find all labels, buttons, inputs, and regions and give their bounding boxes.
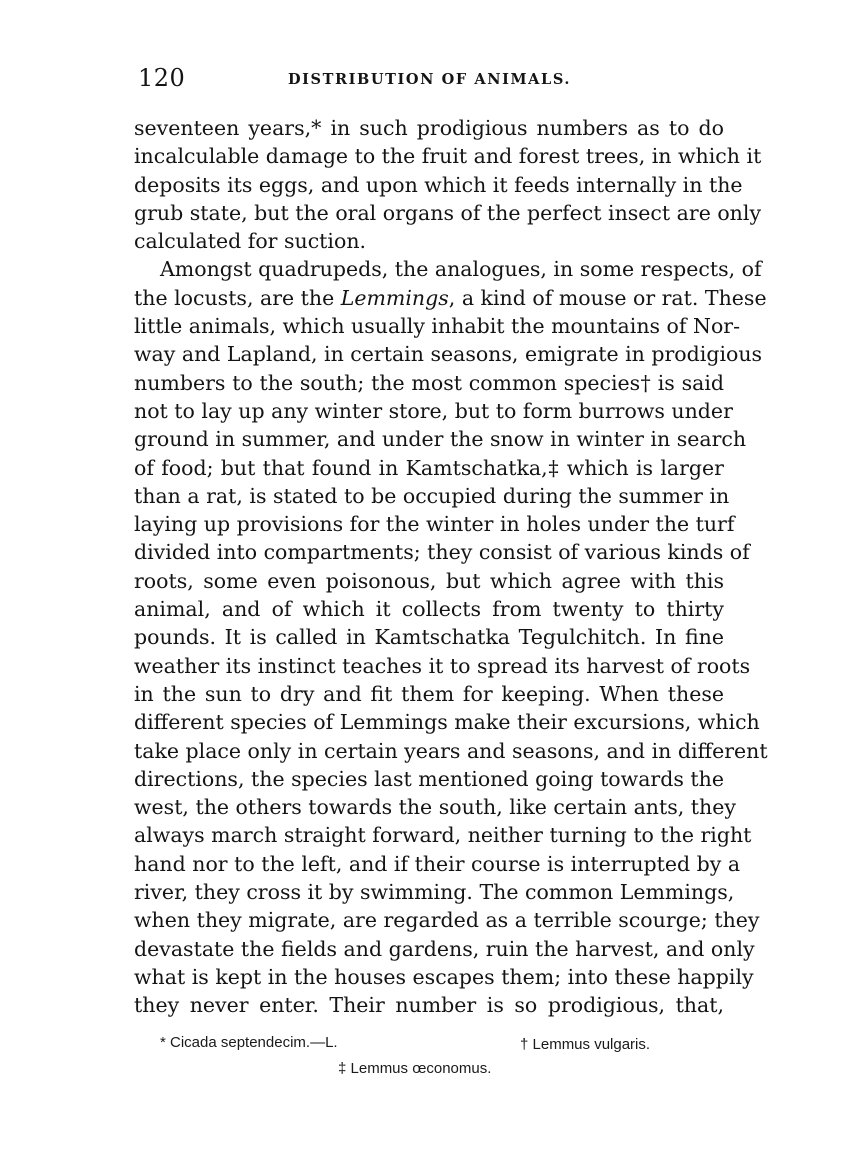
text-line: incalculable damage to the fruit and forest trees, in which it — [134, 144, 762, 169]
text-line: not to lay up any winter store, but to form burrows under — [134, 398, 733, 423]
italic-term-lemmings: Lemmings — [340, 285, 449, 310]
footnote-lemmus-vulgaris: † Lemmus vulgaris. — [520, 1036, 651, 1053]
text-line: always march straight forward, neither turning to the right — [134, 823, 752, 848]
body-text — [134, 114, 768, 1020]
text-line: river, they cross it by swimming. The common Lemmings, — [134, 880, 735, 905]
text-line: directions, the species last mentioned going towards the — [134, 766, 724, 791]
text-line-with-italic — [134, 284, 767, 312]
text-line: roots, some even poisonous, but which agree with this — [134, 568, 724, 593]
text-line: in the sun to dry and fit them for keeping. When these — [134, 681, 724, 706]
text-line: of food; but that found in Kamtschatka,‡ which is larger — [134, 455, 724, 480]
text-line: little animals, which usually inhabit the mountains of Nor- — [134, 314, 741, 339]
text-line: calculated for suction. — [134, 229, 367, 254]
footnote-cicada: * Cicada septendecim.—L. — [160, 1034, 338, 1051]
text-line: different species of Lemmings make their excursions, which — [134, 710, 760, 735]
text-line: what is kept in the houses escapes them; into these happily — [134, 964, 754, 989]
text-line: take place only in certain years and seasons, and in different — [134, 738, 768, 763]
text-line: animal, and of which it collects from twenty to thirty — [134, 597, 724, 622]
page-number: 120 — [138, 64, 186, 92]
footnote-lemmus-oeconomus: ‡ Lemmus œconomus. — [338, 1060, 492, 1077]
text-line: ground in summer, and under the snow in winter in search — [134, 427, 747, 452]
text-line: hand nor to the left, and if their course is interrupted by a — [134, 851, 741, 876]
text-line: seventeen years,* in such prodigious numbers as to do — [134, 116, 724, 140]
text-line: west, the others towards the south, like certain ants, they — [134, 795, 736, 820]
text-line: way and Lapland, in certain seasons, emigrate in prodigious — [134, 342, 763, 367]
text-segment: , a kind of mouse or rat. These — [448, 285, 767, 310]
text-line: numbers to the south; the most common species† is said — [134, 370, 724, 395]
running-title: DISTRIBUTION OF ANIMALS. — [288, 71, 572, 88]
text-line: grub state, but the oral organs of the perfect insect are only — [134, 200, 762, 225]
text-line: Amongst quadrupeds, the analogues, in some respects, of — [160, 257, 762, 282]
text-line: deposits its eggs, and upon which it feeds internally in the — [134, 172, 743, 197]
text-line: pounds. It is called in Kamtschatka Tegulchitch. In fine — [134, 625, 724, 650]
text-segment: the locusts, are the — [134, 285, 341, 310]
text-line: than a rat, is stated to be occupied during the summer in — [134, 483, 730, 508]
text-line: divided into compartments; they consist of various kinds of — [134, 540, 750, 565]
text-line: they never enter. Their number is so prodigious, that, — [134, 993, 724, 1018]
text-line: weather its instinct teaches it to spread its harvest of roots — [134, 653, 751, 678]
text-line: laying up provisions for the winter in holes under the turf — [134, 512, 735, 537]
text-line: when they migrate, are regarded as a terrible scourge; they — [134, 908, 760, 933]
text-line: devastate the fields and gardens, ruin the harvest, and only — [134, 936, 755, 961]
